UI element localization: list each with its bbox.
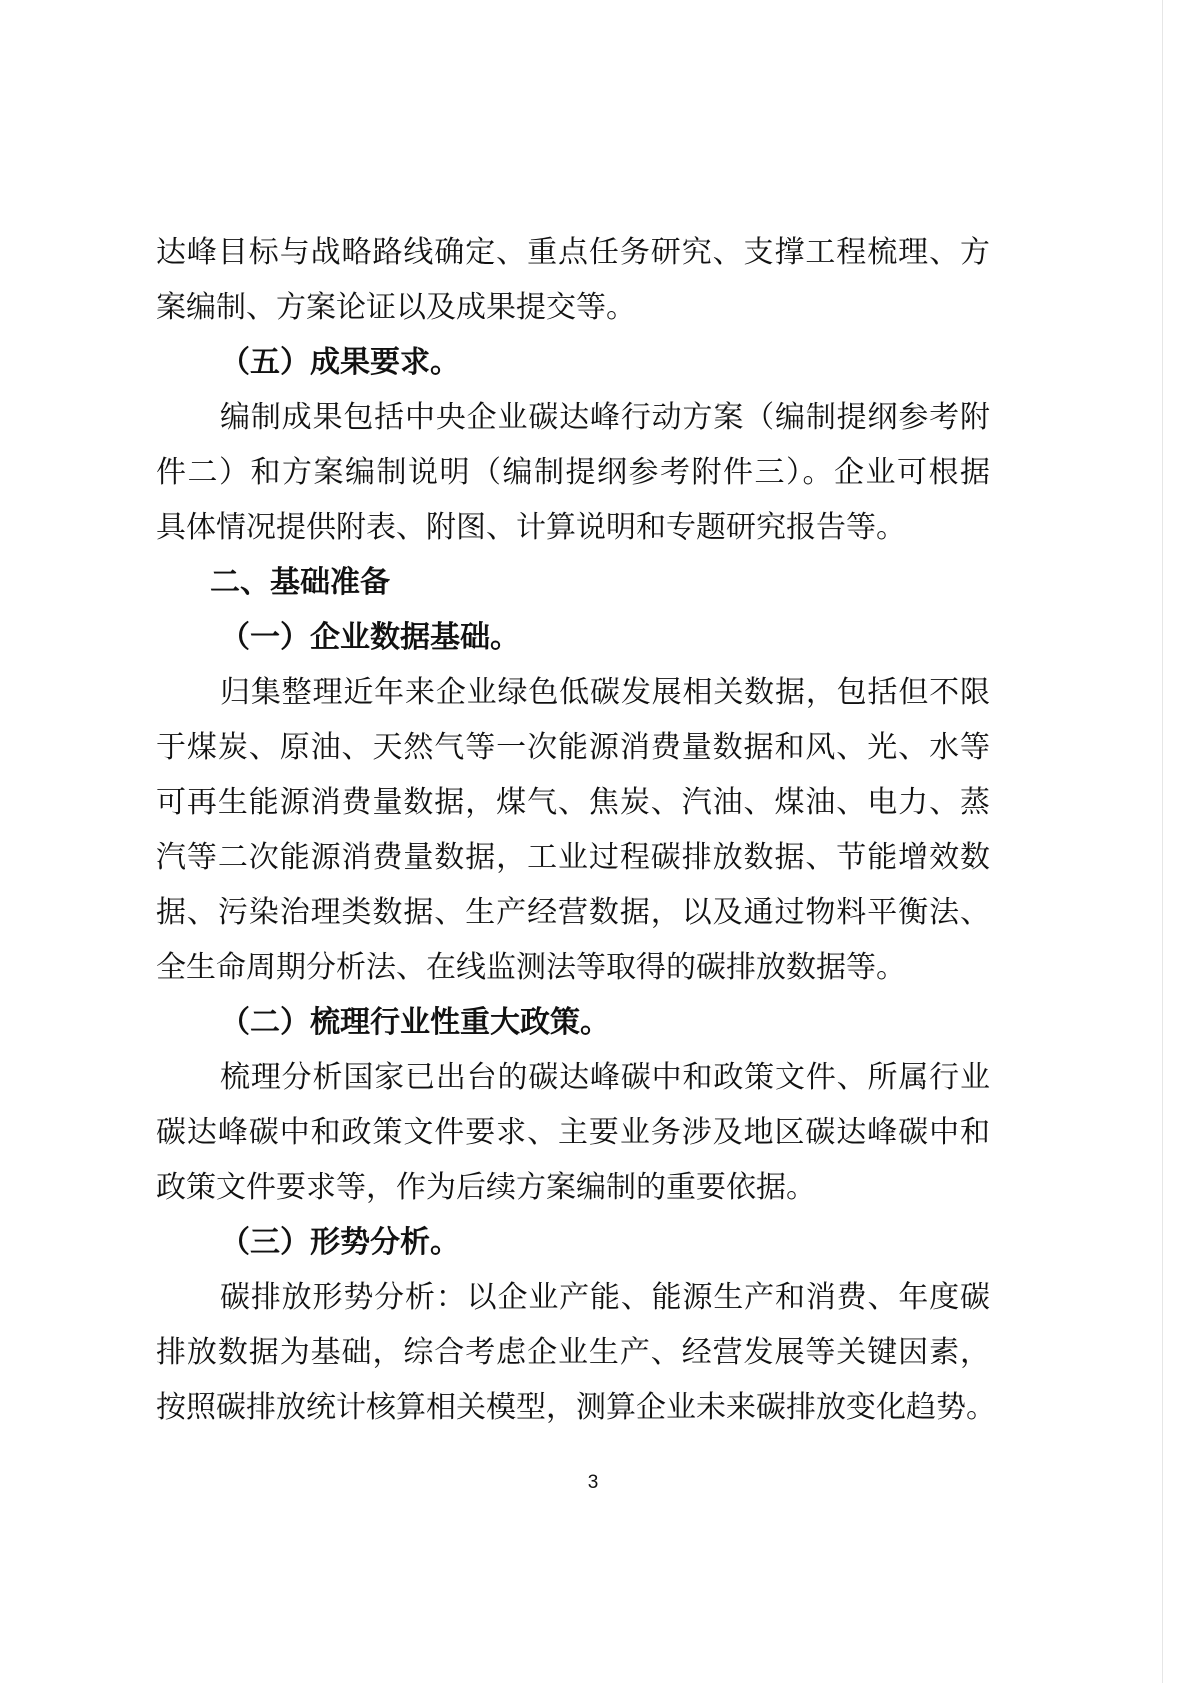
text-line: 件二）和方案编制说明（编制提纲参考附件三）。企业可根据 xyxy=(156,455,990,490)
document-body xyxy=(156,225,996,1435)
section-heading: 二、基础准备 xyxy=(210,565,390,600)
scan-edge-line xyxy=(1162,0,1163,1683)
text-line: 据、污染治理类数据、生产经营数据，以及通过物料平衡法、 xyxy=(156,895,990,930)
text-line: 具体情况提供附表、附图、计算说明和专题研究报告等。 xyxy=(156,510,906,545)
text-line: 按照碳排放统计核算相关模型，测算企业未来碳排放变化趋势。 xyxy=(156,1390,996,1425)
text-line: 可再生能源消费量数据，煤气、焦炭、汽油、煤油、电力、蒸 xyxy=(156,785,990,820)
text-line: 碳排放形势分析：以企业产能、能源生产和消费、年度碳 xyxy=(220,1280,990,1315)
text-line: 归集整理近年来企业绿色低碳发展相关数据，包括但不限 xyxy=(220,675,990,710)
subsection-heading: （一）企业数据基础。 xyxy=(220,620,520,655)
subsection-heading: （三）形势分析。 xyxy=(220,1225,460,1260)
text-line: 汽等二次能源消费量数据，工业过程碳排放数据、节能增效数 xyxy=(156,840,990,875)
text-line: 编制成果包括中央企业碳达峰行动方案（编制提纲参考附 xyxy=(220,400,990,435)
text-line: 于煤炭、原油、天然气等一次能源消费量数据和风、光、水等 xyxy=(156,730,990,765)
text-line: 梳理分析国家已出台的碳达峰碳中和政策文件、所属行业 xyxy=(220,1060,990,1095)
subsection-heading: （五）成果要求。 xyxy=(220,345,460,380)
subsection-heading: （二）梳理行业性重大政策。 xyxy=(220,1005,610,1040)
text-line: 达峰目标与战略路线确定、重点任务研究、支撑工程梳理、方 xyxy=(156,235,990,270)
text-line: 碳达峰碳中和政策文件要求、主要业务涉及地区碳达峰碳中和 xyxy=(156,1115,990,1150)
text-line: 案编制、方案论证以及成果提交等。 xyxy=(156,290,636,325)
text-line: 政策文件要求等，作为后续方案编制的重要依据。 xyxy=(156,1170,816,1205)
text-line: 排放数据为基础，综合考虑企业生产、经营发展等关键因素， xyxy=(156,1335,990,1370)
text-line: 全生命周期分析法、在线监测法等取得的碳排放数据等。 xyxy=(156,950,906,985)
page-number: 3 xyxy=(587,1472,599,1493)
